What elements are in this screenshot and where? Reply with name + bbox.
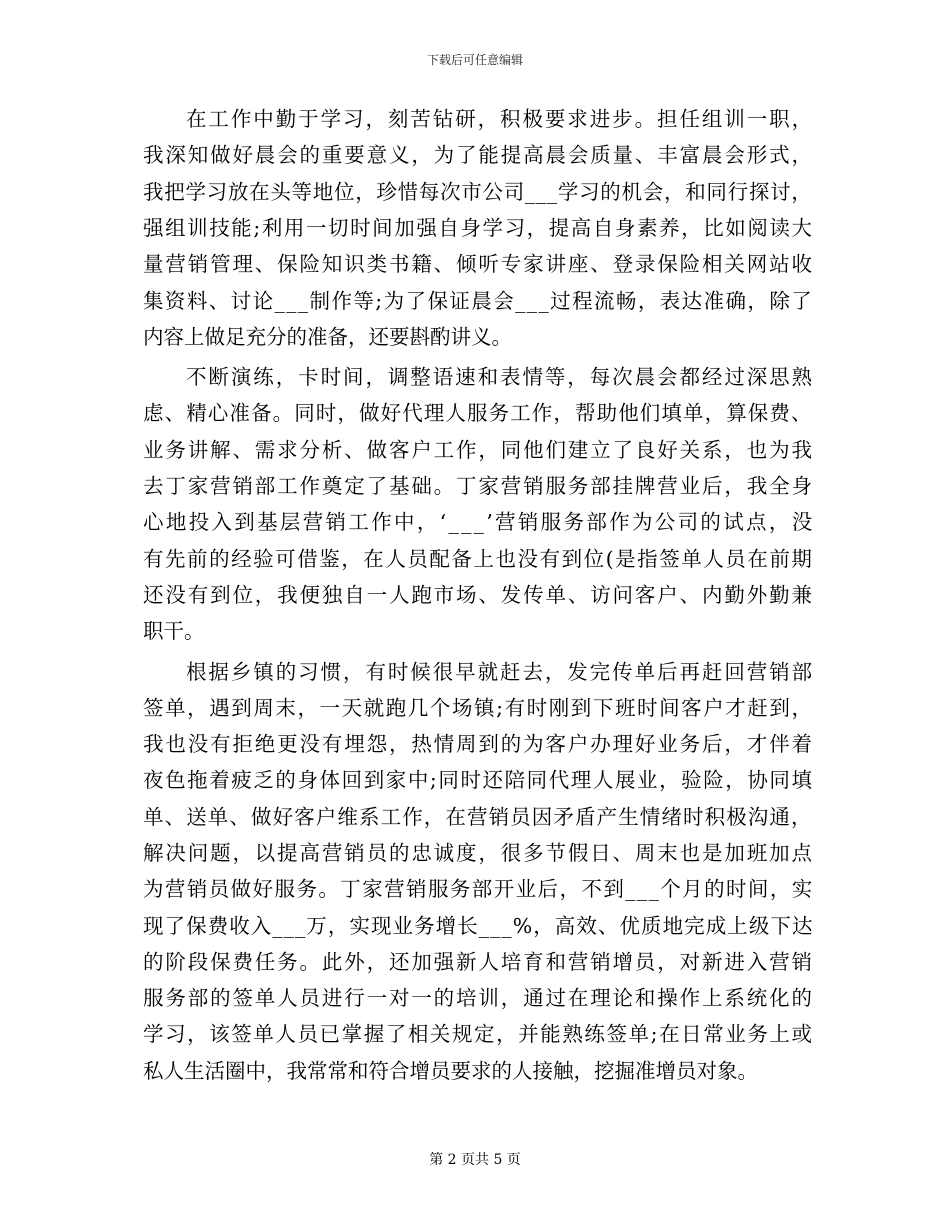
text-line: 集资料、讨论___制作等;为了保证晨会___过程流畅，表达准确，除了	[143, 289, 814, 313]
text-line: 解决问题，以提高营销员的忠诚度，很多节假日、周末也是加班加点	[143, 841, 814, 865]
text-line: 我深知做好晨会的重要意义，为了能提高晨会质量、丰富晨会形式，	[143, 143, 814, 167]
text-line: 还没有到位，我便独自一人跑市场、发传单、访问客户、内勤外勤兼	[143, 583, 814, 607]
text-line: 单、送单、做好客户维系工作，在营销员因矛盾产生情绪时积极沟通，	[143, 805, 813, 829]
text-line: 内容上做足充分的准备，还要斟酌讲义。	[143, 325, 512, 349]
text-line: 夜色拖着疲乏的身体回到家中;同时还陪同代理人展业，验险，协同填	[143, 768, 814, 792]
text-line: 量营销管理、保险知识类书籍、倾听专家讲座、登录保险相关网站收	[143, 252, 814, 276]
text-line: 学习，该签单人员已掌握了相关规定，并能熟练签单;在日常业务上或	[143, 1022, 814, 1046]
text-line: 心地投入到基层营销工作中，‘___’营销服务部作为公司的试点，没	[143, 510, 815, 534]
text-line: 不断演练，卡时间，调整语速和表情等，每次晨会都经过深思熟	[186, 365, 815, 389]
text-line: 服务部的签单人员进行一对一的培训，通过在理论和操作上系统化的	[143, 986, 814, 1010]
text-line: 业务讲解、需求分析、做客户工作，同他们建立了良好关系，也为我	[143, 438, 814, 462]
text-line: 强组训技能;利用一切时间加强自身学习，提高自身素养，比如阅读大	[143, 216, 814, 240]
page-header: 下载后可任意编辑	[426, 53, 523, 67]
text-line: 职干。	[143, 619, 205, 643]
text-line: 签单，遇到周末，一天就跑几个场镇;有时刚到下班时间客户才赶到，	[143, 696, 814, 720]
text-line: 去丁家营销部工作奠定了基础。丁家营销服务部挂牌营业后，我全身	[143, 474, 814, 498]
text-line: 在工作中勤于学习，刻苦钻研，积极要求进步。担任组训一职，	[186, 107, 815, 131]
text-line: 的阶段保费任务。此外，还加强新人培育和营销增员，对新进入营销	[143, 950, 814, 974]
text-line: 现了保费收入___万，实现业务增长___%，高效、优质地完成上级下达	[143, 914, 814, 938]
text-line: 为营销员做好服务。丁家营销服务部开业后，不到___个月的时间，实	[143, 877, 814, 901]
text-line: 我把学习放在头等地位，珍惜每次市公司___学习的机会，和同行探讨，	[143, 180, 813, 204]
text-line: 有先前的经验可借鉴，在人员配备上也没有到位(是指签单人员在前期	[143, 547, 814, 571]
page-footer: 第 2 页共 5 页	[429, 1152, 521, 1168]
text-line: 虑、精心准备。同时，做好代理人服务工作，帮助他们填单，算保费、	[143, 401, 813, 425]
text-line: 我也没有拒绝更没有埋怨，热情周到的为客户办理好业务后，才伴着	[143, 732, 814, 756]
text-line: 私人生活圈中，我常常和符合增员要求的人接触，挖掘准增员对象。	[143, 1059, 758, 1083]
text-line: 根据乡镇的习惯，有时候很早就赶去，发完传单后再赶回营销部	[186, 660, 815, 684]
